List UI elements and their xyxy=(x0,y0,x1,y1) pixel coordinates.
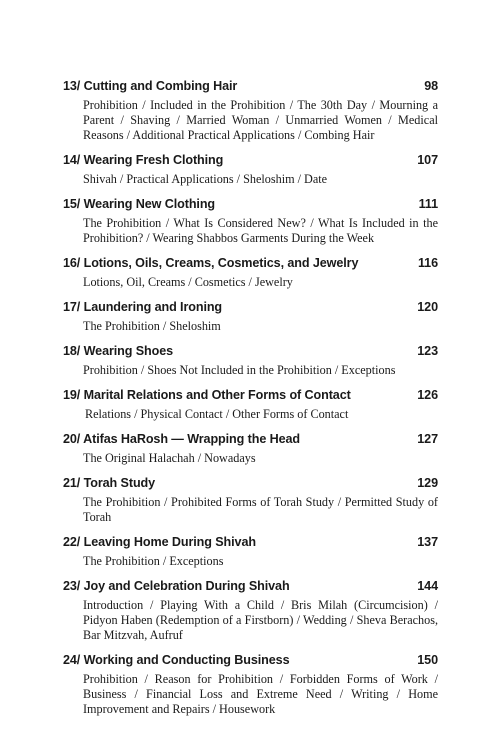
entry-title: 17/ Laundering and Ironing xyxy=(63,300,223,314)
entry-title: 22/ Leaving Home During Shivah xyxy=(63,535,256,549)
entry-title: 23/ Joy and Celebration During Shivah xyxy=(63,579,290,593)
entry-page-number: 111 xyxy=(418,197,438,211)
entry-subtopics: Prohibition / Reason for Prohibition / Forbidden Forms of Work / Business / Financial Loss and Extreme Need / Writing / Home Improvement and Repairs / Housework xyxy=(83,672,438,716)
entry-page-number: 127 xyxy=(417,432,438,446)
entry-page-number: 116 xyxy=(417,256,438,270)
entry-title: 15/ Wearing New Clothing xyxy=(63,197,216,211)
entry-subtopics: The Prohibition / Exceptions xyxy=(83,554,224,568)
entry-subtopics: Shivah / Practical Applications / Sheloshim / Date xyxy=(83,172,328,186)
entry-subtopics: Lotions, Oil, Creams / Cosmetics / Jewelry xyxy=(83,275,293,289)
entry-subtopics: Prohibition / Included in the Prohibition / The 30th Day / Mourning a Parent / Shaving / Married Woman / Unmarried Women / Medical Reasons / Additional Practical Applications / Combing Hair xyxy=(83,98,438,142)
entry-page-number: 129 xyxy=(417,476,438,490)
entry-title: 14/ Wearing Fresh Clothing xyxy=(63,153,224,167)
entry-subtopics: The Prohibition / Prohibited Forms of Torah Study / Permitted Study of Torah xyxy=(83,495,438,524)
entry-page-number: 123 xyxy=(417,344,438,358)
entry-title: 18/ Wearing Shoes xyxy=(63,344,174,358)
entry-subtopics: The Prohibition / What Is Considered New? / What Is Included in the Prohibition? / Wearing Shabbos Garments During the Week xyxy=(83,216,438,245)
toc-entry-19 xyxy=(63,387,438,422)
entry-page-number: 126 xyxy=(417,388,438,402)
toc-entry-24 xyxy=(63,652,438,717)
toc-entry-14 xyxy=(63,152,438,187)
entry-subtopics: The Original Halachah / Nowadays xyxy=(83,451,256,465)
entry-page-number: 98 xyxy=(424,79,438,93)
entry-page-number: 120 xyxy=(417,300,438,314)
toc-entry-15 xyxy=(63,196,438,246)
entry-page-number: 150 xyxy=(417,653,438,667)
toc-entry-16 xyxy=(63,255,438,290)
toc-entry-17 xyxy=(63,299,438,334)
entry-subtopics: The Prohibition / Sheloshim xyxy=(83,319,221,333)
toc-entry-13 xyxy=(63,78,438,143)
entry-subtopics: Relations / Physical Contact / Other Forms of Contact xyxy=(85,407,349,421)
toc-entry-23 xyxy=(63,578,438,643)
toc-entry-22 xyxy=(63,534,438,569)
entry-subtopics: Introduction / Playing With a Child / Bris Milah (Circumcision) / Pidyon Haben (Redemption of a Firstborn) / Wedding / Sheva Berachos, Bar Mitzvah, Aufruf xyxy=(83,598,438,642)
toc-entry-21 xyxy=(63,475,438,525)
table-of-contents xyxy=(63,78,438,717)
entry-page-number: 107 xyxy=(417,153,438,167)
entry-page-number: 137 xyxy=(417,535,438,549)
entry-title: 16/ Lotions, Oils, Creams, Cosmetics, and Jewelry xyxy=(63,256,359,270)
entry-title: 21/ Torah Study xyxy=(63,476,156,490)
entry-title: 13/ Cutting and Combing Hair xyxy=(63,79,238,93)
entry-title: 24/ Working and Conducting Business xyxy=(63,653,290,667)
entry-title: 20/ Atifas HaRosh — Wrapping the Head xyxy=(63,432,301,446)
entry-title: 19/ Marital Relations and Other Forms of Contact xyxy=(63,388,351,402)
entry-page-number: 144 xyxy=(417,579,438,593)
entry-subtopics: Prohibition / Shoes Not Included in the Prohibition / Exceptions xyxy=(83,363,396,377)
toc-entry-20 xyxy=(63,431,438,466)
toc-entry-18 xyxy=(63,343,438,378)
